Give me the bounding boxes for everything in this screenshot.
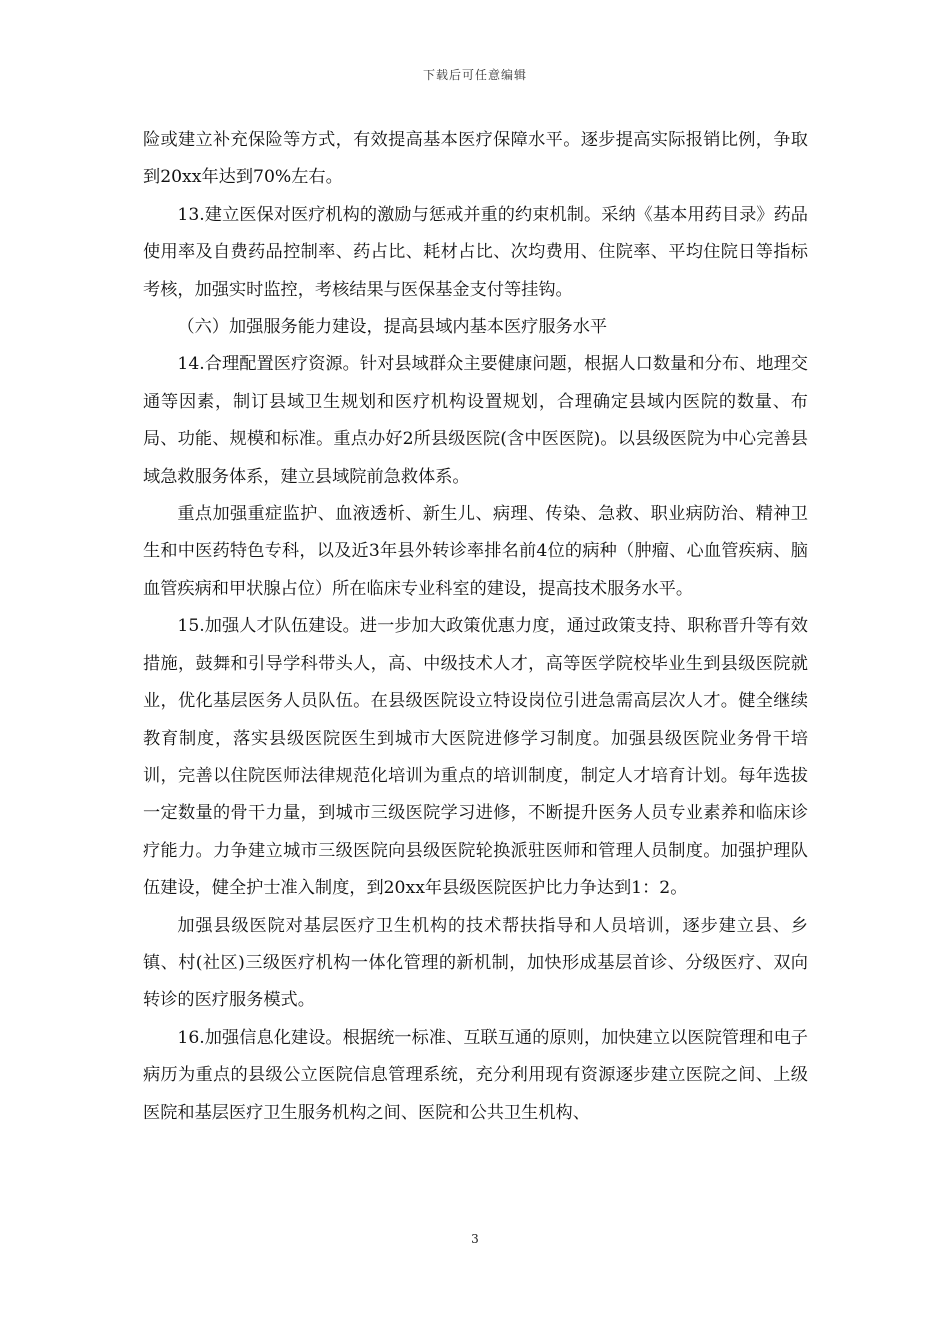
section-heading-6: （六）加强服务能力建设，提高县域内基本医疗服务水平 xyxy=(177,317,608,338)
paragraph-continuation: 险或建立补充保险等方式，有效提高基本医疗保障水平。逐步提高实际报销比例，争取到20xx年达到70%左右。 xyxy=(143,130,808,188)
page-header: 下载后可任意编辑 xyxy=(422,68,527,82)
paragraph-item-16: 16.加强信息化建设。根据统一标准、互联互通的原则，加快建立以医院管理和电子病历为重点的县级公立医院信息管理系统，充分利用现有资源逐步建立医院之间、上级医院和基层医疗卫生服务机构之间、医院和公共卫生机构、 xyxy=(143,1027,808,1123)
paragraph-item-14: 14.合理配置医疗资源。针对县域群众主要健康问题，根据人口数量和分布、地理交通等因素，制订县域卫生规划和医疗机构设置规划，合理确定县域内医院的数量、布局、功能、规模和标准。重点办好2所县级医院(含中医医院)。以县级医院为中心完善县域急救服务体系，建立县域院前急救体系。 xyxy=(143,354,808,487)
paragraph-specialties: 重点加强重症监护、血液透析、新生儿、病理、传染、急救、职业病防治、精神卫生和中医药特色专科，以及近3年县外转诊率排名前4位的病种（肿瘤、心血管疾病、脑血管疾病和甲状腺占位）所在临床专业科室的建设，提高技术服务水平。 xyxy=(143,504,808,599)
paragraph-grassroots: 加强县级医院对基层医疗卫生机构的技术帮扶指导和人员培训，逐步建立县、乡镇、村(社区)三级医疗机构一体化管理的新机制，加快形成基层首诊、分级医疗、双向转诊的医疗服务模式。 xyxy=(143,915,808,1011)
document-body xyxy=(143,122,808,1132)
page-number: 3 xyxy=(471,1232,479,1246)
paragraph-item-13: 13.建立医保对医疗机构的激励与惩戒并重的约束机制。采纳《基本用药目录》药品使用率及自费药品控制率、药占比、耗材占比、次均费用、住院率、平均住院日等指标考核，加强实时监控，考核结果与医保基金支付等挂钩。 xyxy=(143,204,808,300)
paragraph-item-15: 15.加强人才队伍建设。进一步加大政策优惠力度，通过政策支持、职称晋升等有效措施，鼓舞和引导学科带头人，高、中级技术人才，高等医学院校毕业生到县级医院就业，优化基层医务人员队伍。在县级医院设立特设岗位引进急需高层次人才。健全继续教育制度，落实县级医院医生到城市大医院进修学习制度。加强县级医院业务骨干培训，完善以住院医师法律规范化培训为重点的培训制度，制定人才培育计划。每年选拔一定数量的骨干力量，到城市三级医院学习进修，不断提升医务人员专业素养和临床诊疗能力。力争建立城市三级医院向县级医院轮换派驻医师和管理人员制度。加强护理队伍建设，健全护士准入制度，到20xx年县级医院医护比力争达到1：2。 xyxy=(143,616,808,899)
